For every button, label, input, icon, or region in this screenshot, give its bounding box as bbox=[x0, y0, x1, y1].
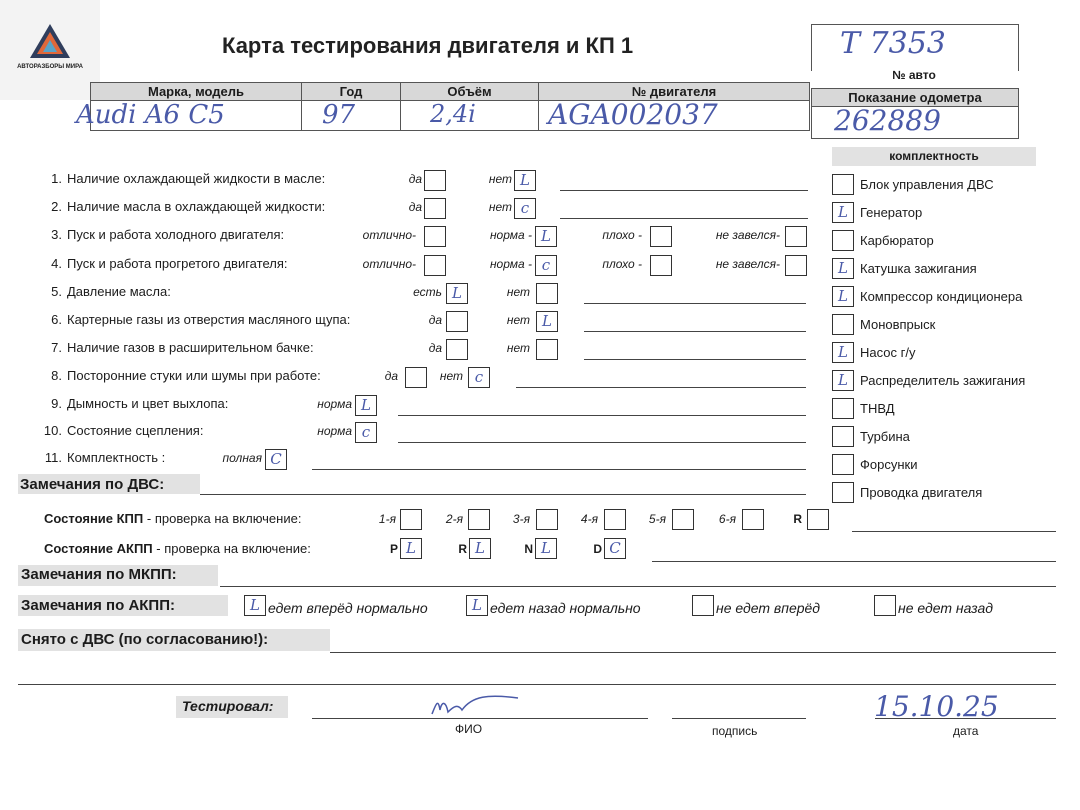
option-label: норма bbox=[317, 397, 352, 411]
question-number: 7. bbox=[51, 340, 62, 355]
completeness-checkbox[interactable]: L bbox=[832, 202, 854, 223]
question-number: 8. bbox=[51, 368, 62, 383]
option-label: да bbox=[408, 200, 422, 214]
akpp-remark-checkbox[interactable] bbox=[874, 595, 896, 616]
completeness-item-label: Компрессор кондиционера bbox=[860, 289, 1023, 304]
kpp-gear-label: R bbox=[793, 512, 802, 526]
completeness-title: комплектность bbox=[832, 147, 1036, 166]
option-checkbox[interactable] bbox=[785, 226, 807, 247]
kpp-gear-checkbox[interactable] bbox=[672, 509, 694, 530]
option-checkbox[interactable] bbox=[536, 339, 558, 360]
mkpp-remarks-line[interactable] bbox=[220, 586, 1056, 587]
answer-line[interactable] bbox=[584, 331, 806, 332]
question-text: Дымность и цвет выхлопа: bbox=[67, 396, 229, 411]
completeness-checkbox[interactable] bbox=[832, 454, 854, 475]
auto-number-label: № авто bbox=[892, 68, 936, 82]
akpp-label-rest: - проверка на включение: bbox=[156, 541, 311, 556]
option-label: плохо - bbox=[602, 257, 642, 271]
question-number: 2. bbox=[51, 199, 62, 214]
kpp-gear-label: 4-я bbox=[580, 512, 598, 526]
option-checkbox[interactable]: c bbox=[468, 367, 490, 388]
date-value: 15.10.25 bbox=[874, 690, 999, 723]
kpp-gear-checkbox[interactable] bbox=[604, 509, 626, 530]
completeness-item-label: Катушка зажигания bbox=[860, 261, 977, 276]
option-label: нет bbox=[439, 369, 463, 383]
akpp-gear-label: P bbox=[389, 542, 398, 556]
volume-label: Объём bbox=[400, 82, 539, 101]
answer-line[interactable] bbox=[560, 218, 808, 219]
completeness-item-label: Карбюратор bbox=[860, 233, 934, 248]
akpp-remarks-label: Замечания по АКПП: bbox=[21, 597, 175, 614]
question-text: Наличие охлаждающей жидкости в масле: bbox=[67, 171, 326, 186]
answer-line[interactable] bbox=[312, 469, 806, 470]
akpp-gear-checkbox[interactable]: L bbox=[469, 538, 491, 559]
answer-line[interactable] bbox=[398, 442, 806, 443]
completeness-checkbox[interactable] bbox=[832, 398, 854, 419]
completeness-checkbox[interactable]: L bbox=[832, 370, 854, 391]
akpp-remark-label: едет назад нормально bbox=[490, 600, 641, 616]
odometer-label: Показание одометра bbox=[811, 88, 1019, 107]
option-checkbox[interactable]: c bbox=[535, 255, 557, 276]
option-checkbox[interactable] bbox=[536, 283, 558, 304]
completeness-checkbox[interactable] bbox=[832, 174, 854, 195]
signature-line[interactable] bbox=[672, 718, 806, 719]
question-number: 6. bbox=[51, 312, 62, 327]
option-checkbox[interactable] bbox=[424, 255, 446, 276]
completeness-item-label: Форсунки bbox=[860, 457, 918, 472]
completeness-item-label: Моновпрыск bbox=[860, 317, 936, 332]
completeness-checkbox[interactable]: L bbox=[832, 342, 854, 363]
completeness-item-label: ТНВД bbox=[860, 401, 895, 416]
kpp-line[interactable] bbox=[852, 531, 1056, 532]
option-label: отлично- bbox=[362, 228, 416, 242]
kpp-gear-label: 6-я bbox=[718, 512, 736, 526]
akpp-remark-label: едет вперёд нормально bbox=[268, 600, 428, 616]
kpp-gear-checkbox[interactable] bbox=[742, 509, 764, 530]
question-text: Наличие масла в охлаждающей жидкости: bbox=[67, 199, 326, 214]
akpp-remark-label: не едет вперёд bbox=[716, 600, 821, 616]
auto-number-value: Т 7353 bbox=[840, 26, 946, 61]
question-text: Давление масла: bbox=[67, 284, 171, 299]
option-label: отлично- bbox=[362, 257, 416, 271]
kpp-gear-label: 1-я bbox=[378, 512, 396, 526]
option-checkbox[interactable]: L bbox=[536, 311, 558, 332]
question-text: Посторонние стуки или шумы при работе: bbox=[67, 368, 321, 383]
akpp-gear-label: N bbox=[524, 542, 533, 556]
option-label: норма - bbox=[489, 228, 532, 242]
engine-remarks-line[interactable] bbox=[200, 494, 806, 495]
akpp-gear-checkbox[interactable]: C bbox=[604, 538, 626, 559]
option-label: да bbox=[428, 313, 442, 327]
completeness-item-label: Блок управления ДВС bbox=[860, 177, 994, 192]
akpp-remark-checkbox[interactable]: L bbox=[244, 595, 266, 616]
completeness-checkbox[interactable]: L bbox=[832, 258, 854, 279]
akpp-gear-label: D bbox=[593, 542, 602, 556]
option-label: полная bbox=[222, 451, 262, 465]
question-text: Комплектность : bbox=[67, 450, 166, 465]
akpp-remark-checkbox[interactable] bbox=[692, 595, 714, 616]
make-value: Audi A6 C5 bbox=[76, 100, 225, 130]
option-checkbox[interactable] bbox=[446, 339, 468, 360]
kpp-gear-label: 3-я bbox=[512, 512, 530, 526]
year-label: Год bbox=[301, 82, 401, 101]
kpp-label: Состояние КПП bbox=[44, 511, 144, 526]
completeness-item-label: Турбина bbox=[860, 429, 910, 444]
question-text: Состояние сцепления: bbox=[67, 423, 204, 438]
logo-area bbox=[0, 0, 100, 100]
engine-number-label: № двигателя bbox=[538, 82, 810, 101]
kpp-gear-label: 2-я bbox=[445, 512, 463, 526]
option-label: есть bbox=[413, 285, 442, 299]
option-checkbox[interactable] bbox=[785, 255, 807, 276]
akpp-gear-checkbox[interactable]: L bbox=[400, 538, 422, 559]
option-checkbox[interactable]: L bbox=[514, 170, 536, 191]
completeness-checkbox[interactable] bbox=[832, 482, 854, 503]
kpp-gear-label: 5-я bbox=[648, 512, 666, 526]
option-label: не завелся- bbox=[715, 228, 780, 242]
question-number: 5. bbox=[51, 284, 62, 299]
page-title: Карта тестирования двигателя и КП 1 bbox=[222, 33, 634, 58]
option-label: плохо - bbox=[602, 228, 642, 242]
make-label: Марка, модель bbox=[90, 82, 302, 101]
akpp-label: Состояние АКПП bbox=[44, 541, 153, 556]
akpp-line[interactable] bbox=[652, 561, 1056, 562]
logo-text: АВТОРАЗБОРЫ МИРА bbox=[17, 64, 83, 70]
question-text: Пуск и работа прогретого двигателя: bbox=[67, 256, 288, 271]
kpp-gear-checkbox[interactable] bbox=[468, 509, 490, 530]
removed-label: Снято с ДВС (по согласованию!): bbox=[21, 631, 269, 648]
option-checkbox[interactable] bbox=[446, 311, 468, 332]
option-checkbox[interactable] bbox=[650, 255, 672, 276]
date-label: дата bbox=[953, 724, 979, 738]
option-label: нет bbox=[488, 172, 512, 186]
kpp-gear-checkbox[interactable] bbox=[807, 509, 829, 530]
option-label: да bbox=[408, 172, 422, 186]
option-checkbox[interactable] bbox=[650, 226, 672, 247]
option-checkbox[interactable]: C bbox=[265, 449, 287, 470]
removed-line[interactable] bbox=[330, 652, 1056, 653]
question-number: 10. bbox=[43, 423, 62, 438]
option-label: норма bbox=[317, 424, 352, 438]
akpp-gear-label: R bbox=[458, 542, 467, 556]
option-checkbox[interactable]: c bbox=[514, 198, 536, 219]
option-checkbox[interactable] bbox=[424, 226, 446, 247]
option-label: нет bbox=[488, 200, 512, 214]
logo-icon bbox=[28, 22, 72, 62]
completeness-item-label: Генератор bbox=[860, 205, 923, 220]
option-checkbox[interactable]: L bbox=[355, 395, 377, 416]
question-number: 11. bbox=[44, 450, 62, 465]
question-text: Наличие газов в расширительном бачке: bbox=[67, 340, 314, 355]
year-value: 97 bbox=[322, 100, 356, 130]
option-checkbox[interactable] bbox=[424, 170, 446, 191]
option-label: не завелся- bbox=[715, 257, 780, 271]
option-checkbox[interactable] bbox=[405, 367, 427, 388]
option-label: да bbox=[384, 369, 398, 383]
option-checkbox[interactable]: c bbox=[355, 422, 377, 443]
option-checkbox[interactable]: L bbox=[535, 226, 557, 247]
completeness-checkbox[interactable] bbox=[832, 314, 854, 335]
odometer-value: 262889 bbox=[834, 104, 941, 137]
option-label: нет bbox=[506, 285, 530, 299]
question-number: 3. bbox=[51, 227, 62, 242]
signature-label: подпись bbox=[712, 724, 758, 738]
extra-line[interactable] bbox=[18, 684, 1056, 685]
tested-label: Тестировал: bbox=[182, 698, 274, 714]
fio-label: ФИО bbox=[455, 722, 483, 736]
kpp-gear-checkbox[interactable] bbox=[400, 509, 422, 530]
completeness-checkbox[interactable]: L bbox=[832, 286, 854, 307]
question-text: Картерные газы из отверстия масляного щупа: bbox=[67, 312, 351, 327]
completeness-item-label: Проводка двигателя bbox=[860, 485, 983, 500]
answer-line[interactable] bbox=[398, 415, 806, 416]
answer-line[interactable] bbox=[516, 387, 806, 388]
option-label: да bbox=[428, 341, 442, 355]
option-checkbox[interactable] bbox=[424, 198, 446, 219]
akpp-gear-checkbox[interactable]: L bbox=[535, 538, 557, 559]
completeness-item-label: Насос г/у bbox=[860, 345, 916, 360]
engine-number-value: AGA002037 bbox=[548, 98, 718, 131]
fio-signature-scribble bbox=[428, 690, 524, 720]
completeness-checkbox[interactable] bbox=[832, 230, 854, 251]
volume-value: 2,4i bbox=[430, 100, 476, 128]
option-label: норма - bbox=[489, 257, 532, 271]
question-number: 4. bbox=[51, 256, 62, 271]
completeness-checkbox[interactable] bbox=[832, 426, 854, 447]
akpp-remark-label: не едет назад bbox=[898, 600, 993, 616]
engine-remarks-label: Замечания по ДВС: bbox=[20, 476, 165, 493]
kpp-gear-checkbox[interactable] bbox=[536, 509, 558, 530]
answer-line[interactable] bbox=[584, 303, 806, 304]
mkpp-remarks-label: Замечания по МКПП: bbox=[21, 566, 177, 583]
question-number: 9. bbox=[51, 396, 62, 411]
akpp-remark-checkbox[interactable]: L bbox=[466, 595, 488, 616]
answer-line[interactable] bbox=[584, 359, 806, 360]
completeness-item-label: Распределитель зажигания bbox=[860, 373, 1026, 388]
option-label: нет bbox=[506, 313, 530, 327]
kpp-label-rest: - проверка на включение: bbox=[146, 511, 302, 526]
question-number: 1. bbox=[51, 171, 62, 186]
answer-line[interactable] bbox=[560, 190, 808, 191]
question-text: Пуск и работа холодного двигателя: bbox=[67, 227, 285, 242]
option-checkbox[interactable]: L bbox=[446, 283, 468, 304]
option-label: нет bbox=[506, 341, 530, 355]
